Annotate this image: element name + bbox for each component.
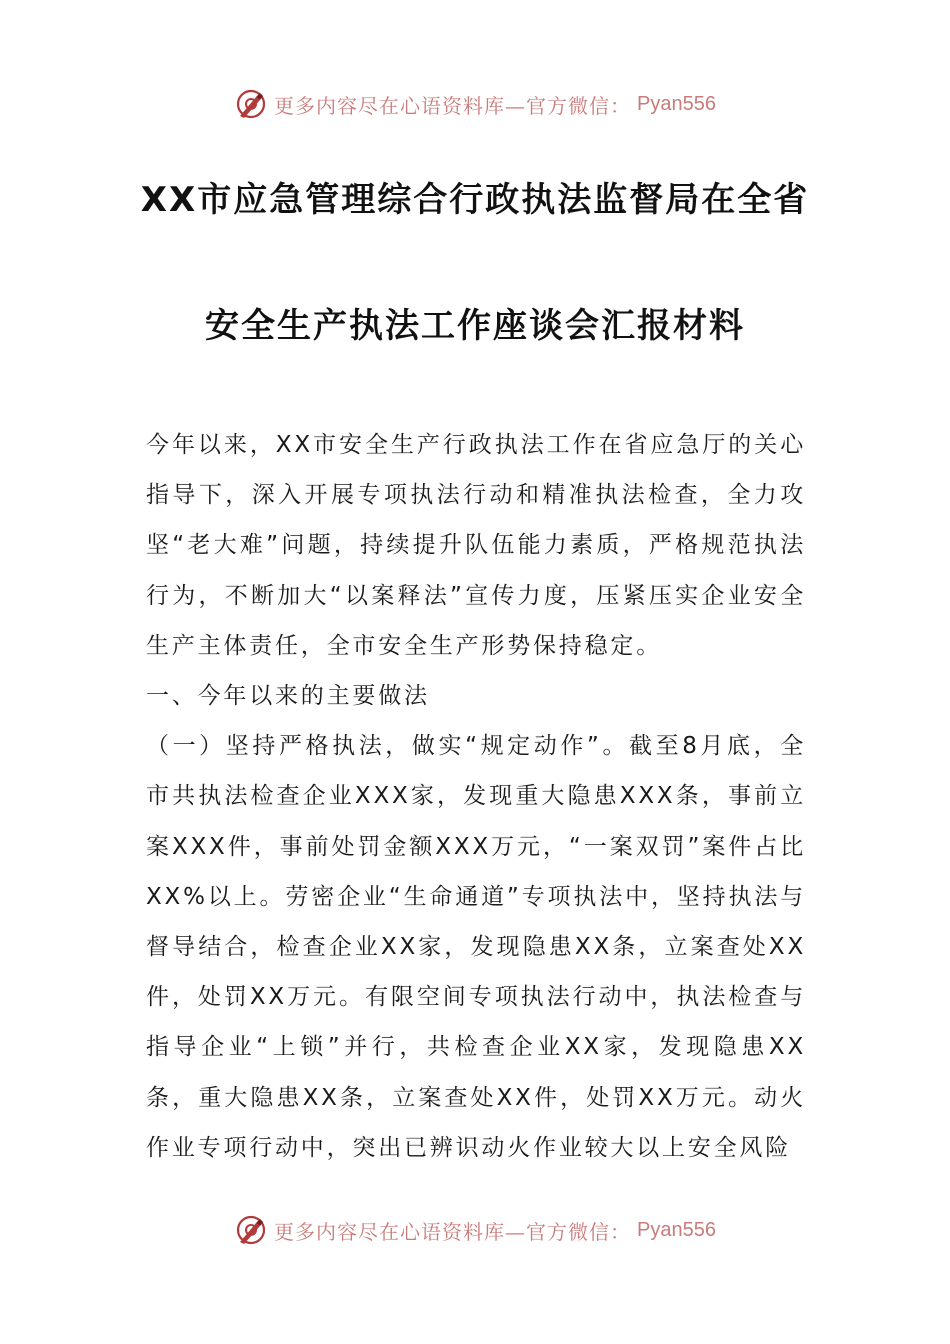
subsection-paragraph: （一）坚持严格执法，做实“规定动作”。截至8月底，全市共执法检查企业XXX家，发现重大隐患XXX条，事前立案XXX件，事前处罚金额XXX万元，“一案双罚”案件占比XX%以上。劳密企业“生命通道”专项执法中，坚持执法与督导结合，检查企业XX家，发现隐患XX条，立案查处XX件，处罚XX万元。有限空间专项执法行动中，执法检查与指导企业“上锁”并行，共检查企业XX家，发现隐患XX条，重大隐患XX条，立案查处XX件，处罚XX万元。动火作业专项行动中，突出已辨识动火作业较大以上安全风险 xyxy=(146,733,806,1161)
document-title-line-1: XX市应急管理综合行政执法监督局在全省 xyxy=(140,180,810,220)
intro-paragraph: 今年以来，XX市安全生产行政执法工作在省应急厅的关心指导下，深入开展专项执法行动和精准执法检查，全力攻坚“老大难”问题，持续提升队伍能力素质，严格规范执法行为，不断加大“以案释法”宣传力度，压紧压实企业安全生产主体责任，全市安全生产形势保持稳定。 xyxy=(146,432,806,659)
header-watermark xyxy=(0,84,950,124)
document-body xyxy=(146,420,806,1173)
document-title-line-2: 安全生产执法工作座谈会汇报材料 xyxy=(205,306,745,346)
watermark-text: 更多内容尽在心语资料库—官方微信： xyxy=(274,1219,632,1244)
watermark-wechat-id: Pyan556 xyxy=(637,1218,716,1241)
pen-seal-logo-icon xyxy=(234,1213,268,1247)
footer-watermark xyxy=(0,1210,950,1250)
watermark-wechat-id: Pyan556 xyxy=(637,92,716,115)
pen-seal-logo-icon xyxy=(234,87,268,121)
section-heading: 一、今年以来的主要做法 xyxy=(146,683,430,710)
watermark-text: 更多内容尽在心语资料库—官方微信： xyxy=(274,93,632,118)
